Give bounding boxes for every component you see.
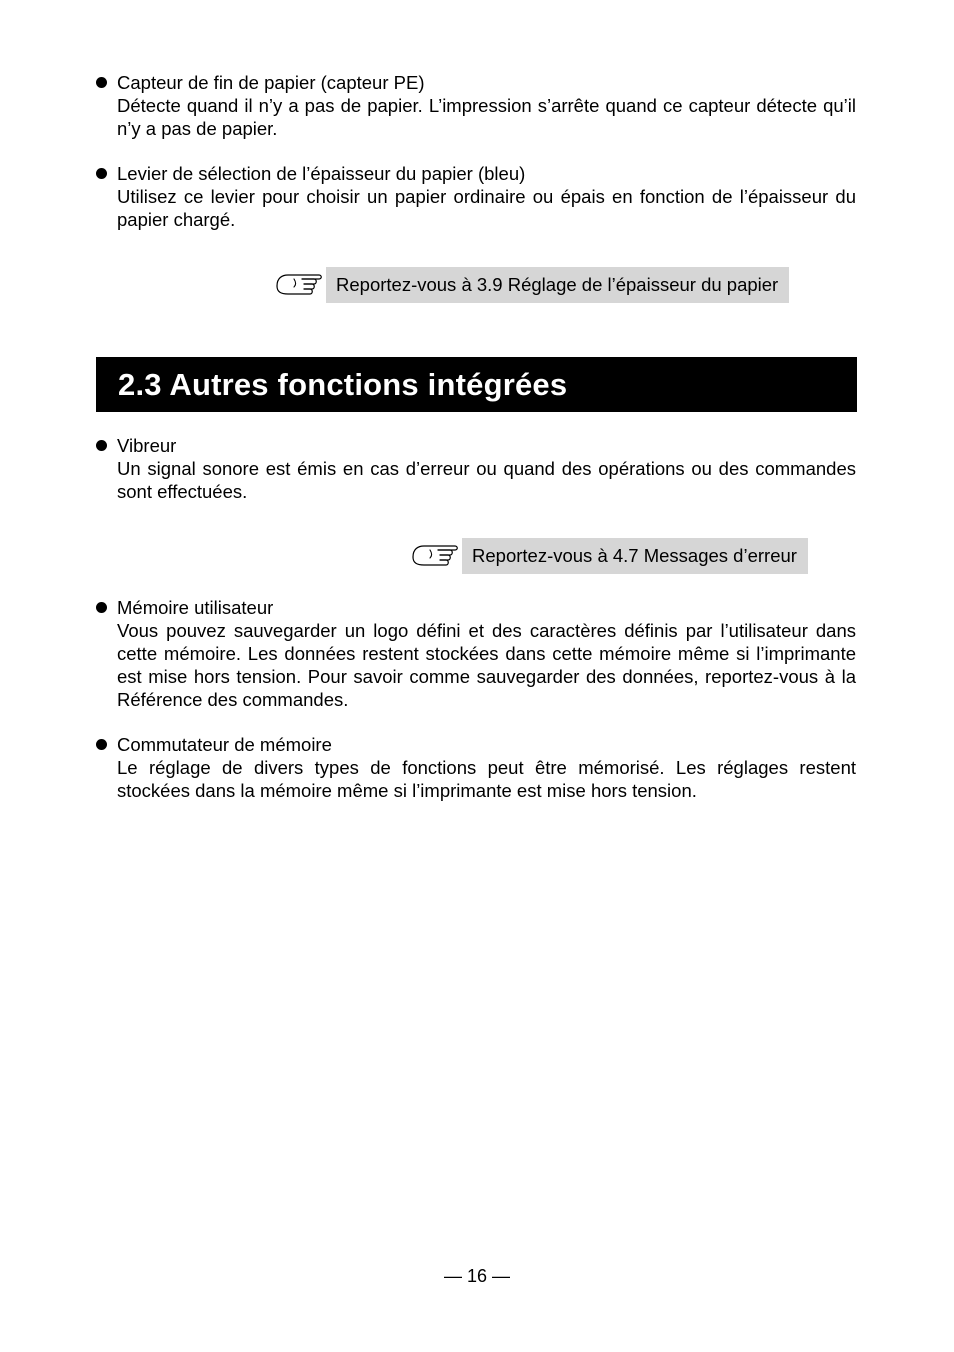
item-description: Vous pouvez sauvegarder un logo défini et des caractères définis par l’utilisateur dans cette mémoire. Les données restent stockées dans cette mémoire même si l’imprimante est mise hors tension. Pour savoir comme sauvegarder des données, reportez-vous à la Référence des commandes. (117, 620, 856, 710)
item-description: Utilisez ce levier pour choisir un papier ordinaire ou épais en fonction de l’épaisseur du papier chargé. (117, 186, 856, 230)
section-heading-bar (96, 357, 857, 412)
item-description: Détecte quand il n’y a pas de papier. L’impression s’arrête quand ce capteur détecte qu’il n’y a pas de papier. (117, 95, 856, 139)
list-item-pe-sensor (96, 71, 856, 140)
item-title: Capteur de fin de papier (capteur PE) (117, 72, 425, 93)
list-item-user-memory (96, 596, 856, 711)
bullet-icon (96, 602, 107, 613)
item-title: Vibreur (117, 435, 177, 456)
item-title: Mémoire utilisateur (117, 597, 274, 618)
list-item-buzzer (96, 434, 856, 503)
reference-note-thickness (274, 267, 789, 303)
item-description: Le réglage de divers types de fonctions peut être mémorisé. Les réglages restent stockées dans la mémoire même si l’imprimante est mise hors tension. (117, 757, 856, 801)
reference-text: Reportez-vous à 4.7 Messages d’erreur (462, 538, 808, 574)
page-number: — 16 — (443, 1266, 511, 1286)
bullet-icon (96, 440, 107, 451)
pointing-hand-icon (410, 538, 462, 574)
item-title: Commutateur de mémoire (117, 734, 332, 755)
bullet-icon (96, 168, 107, 179)
list-item-memory-switch (96, 733, 856, 802)
item-description: Un signal sonore est émis en cas d’erreur ou quand des opérations ou des commandes sont effectuées. (117, 458, 856, 502)
reference-note-error-messages (410, 538, 808, 574)
item-title: Levier de sélection de l’épaisseur du papier (bleu) (117, 163, 526, 184)
bullet-icon (96, 739, 107, 750)
reference-text: Reportez-vous à 3.9 Réglage de l’épaisseur du papier (326, 267, 789, 303)
pointing-hand-icon (274, 267, 326, 303)
list-item-thickness-lever (96, 162, 856, 231)
bullet-icon (96, 77, 107, 88)
section-heading: 2.3 Autres fonctions intégrées (118, 366, 568, 402)
